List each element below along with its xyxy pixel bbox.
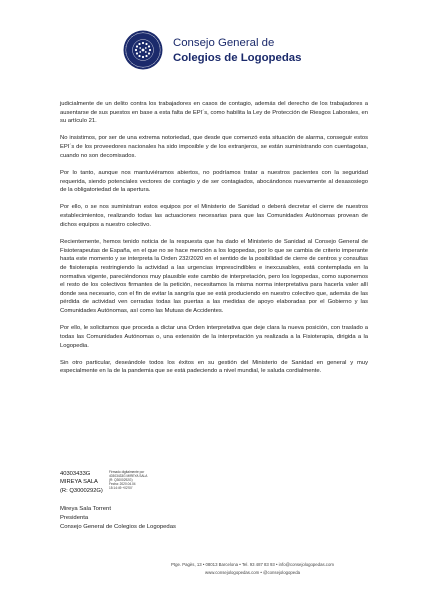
paragraph: Por lo tanto, aunque nos mantuviéramos abiertos, no podríamos tratar a nuestros pacientes con la seguridad requerida, siendo potenciales vectores de contagio y de ser contagiados, abocándonos nuevamente al desasosiego de la obligatoriedad de la apertura. xyxy=(60,169,368,194)
signature-id-block xyxy=(60,470,103,495)
signature-detail-block xyxy=(109,470,147,490)
paragraph: Por ello, le solicitamos que proceda a dictar una Orden interpretativa que deje clara la nueva posición, con traslado a todas las Comunidades Autónomas o, una extensión de la interpretación ya realizada a la Fisioterapia, dirigida a la Logopedia. xyxy=(60,325,368,349)
paragraph: Recientemente, hemos tenido noticia de la respuesta que ha dado el Ministerio de Sanidad al Consejo General de Fisioterapeutas de España, en el que no se hace mención a los logopedas, por lo que se cambia de criterio imperante hasta este momento y se interpreta la Orden 232/2020 en el sentido de la posibilidad de cierre de centros y consultas de fisioterapia restringiendo la actividad a las urgencias imprescindibles e inexcusables, está contemplada en la normativa vigente, pareciéndonos muy plausible este cambio de interpretación, pero los logopedas, como suponemos el resto de los colectivos firmantes de la petición, necesitamos la misma norma interpretativa para hacerla valer allí donde sea necesario, con el fin de evitar la sangría que se está produciendo en nuestro colectivo que, además de las pérdida de actividad ven cerradas todas las puertas a las medidas de apoyo elaboradas por el Gobierno y las Comunidades Autónomas, así como las Mutuas de Accidentes. xyxy=(60,238,368,315)
paragraph: Sin otro particular, deseándole todos los éxitos en su gestión del Ministerio de Sanidad en general y muy especialmente en la de la pandemia que se está padeciendo a nivel mundial, le saluda cordialmente. xyxy=(60,359,368,375)
signature-id-line: MIREYA SALA xyxy=(60,479,98,486)
footer-web: www.consejologopedas.com • @consejologopeda xyxy=(205,570,300,576)
footer-address: Ptge. Pagès, 13 • 08013 Barcelona • Tel. 93 487 83 93 • info@consejologopedas.com xyxy=(171,562,334,567)
signature-detail-line: 15:14:49 +02'00' xyxy=(109,486,133,491)
signature-id-line: (R: Q3000292G) xyxy=(60,487,103,494)
letterhead xyxy=(123,30,413,74)
signature-detail-line: 40303433G MIREYA SALA xyxy=(109,474,148,479)
org-name-line2: Colegios de Logopedas xyxy=(173,52,302,64)
page-footer xyxy=(0,561,425,578)
paragraph: judicialmente de un delito contra los trabajadores en casos de contagio, además del derecho de los trabajadores a ausentarse de sus puestos en base a esta falta de EPI´s, como habilita la Ley de Protección de Riesgos Laborales, en su artículo 21. xyxy=(60,101,368,125)
org-name-line1: Consejo General de xyxy=(173,37,275,49)
signer-block xyxy=(60,505,176,532)
signer-role: Presidenta xyxy=(60,515,89,521)
signature-id-line: 40303433G xyxy=(60,471,91,477)
signature-detail-line: Fecha: 2020.04.04 xyxy=(109,482,136,487)
signature-detail-line: Firmado digitalmente por xyxy=(109,470,145,474)
signer-org: Consejo General de Colegios de Logopedas xyxy=(60,524,176,530)
paragraph: No insistimos, por ser de una extrema notoriedad, que desde que comenzó esta situación de alarma, conseguir estos EPI´s de los proveedores nacionales ha sido imposible y de los extranjeros, se están suministrando con cuentagotas, cuando no son decomisados. xyxy=(60,135,368,159)
letter-body xyxy=(60,100,368,385)
paragraph: Por ello, o se nos suministran estos equipos por el Ministerio de Sanidad o deberá decretar el cierre de nuestros establecimientos, realizando todas las actuaciones necesarias para que las Comunidades Autónomas provean de dichos equipos a nuestro colectivo. xyxy=(60,204,368,228)
signature-detail-line: (R: Q3000292G) xyxy=(109,478,133,483)
signer-name: Mireya Sala Torrent xyxy=(60,506,111,512)
digital-signature xyxy=(60,470,180,501)
council-seal-logo xyxy=(123,30,163,70)
